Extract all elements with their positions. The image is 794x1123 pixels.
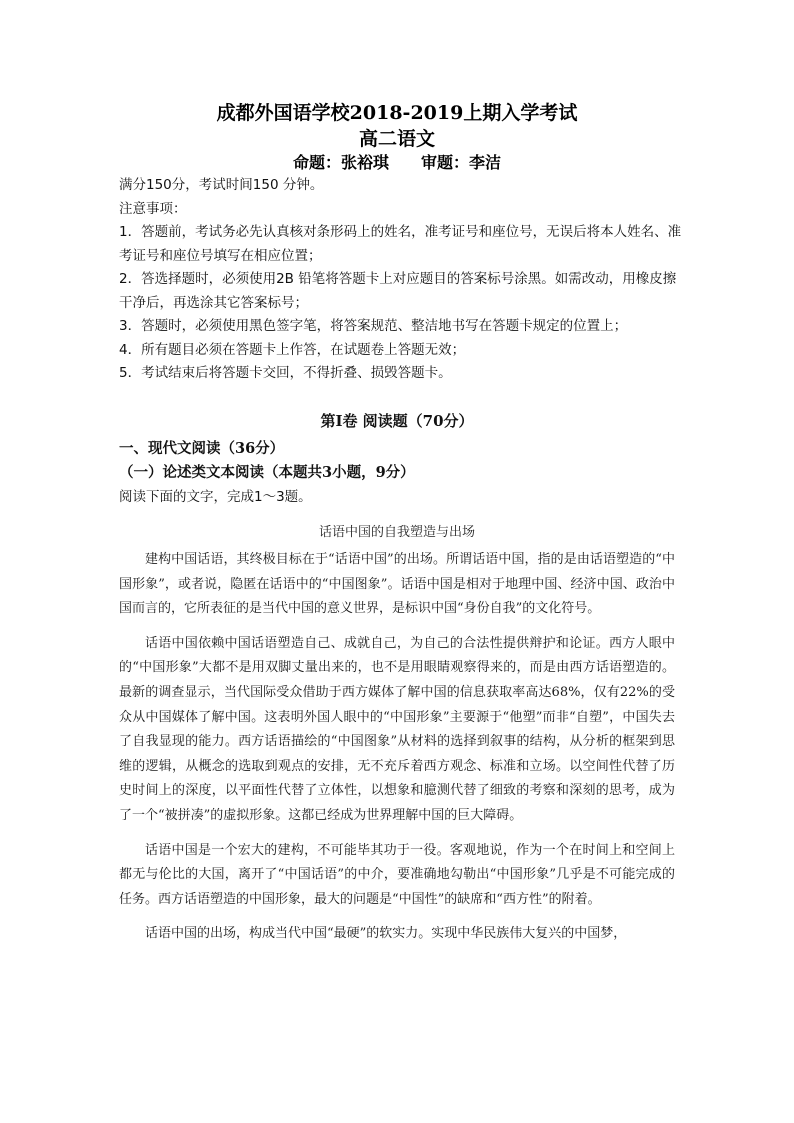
article-title: 话语中国的自我塑造与出场 [318,525,475,540]
note-item: 5．考试结束后将答题卡交回，不得折叠、损毁答题卡。 [119,365,452,381]
article-paragraph: 建构中国话语，其终极目标在于“话语中国”的出场。所谓话语中国，指的是由话语塑造的“中国形象”，或者说，隐匿在话语中的“中国图象”。话语中国是相对于地理中国、经济中国、政治中国而言的，它所表征的是当代中国的意义世界，是标识中国“身份自我”的文化符号。 [119,552,675,617]
part-heading: 一、现代文阅读（36分） [119,440,285,457]
score-time-line: 满分150分，考试时间150 分钟。 [119,177,324,193]
exam-credits [0,150,794,173]
instructions-block [119,174,689,386]
article-body [119,548,675,957]
exam-subject: 高二语文 [358,128,435,150]
section-title: 第Ⅰ卷 阅读题（70分） [320,412,474,430]
reading-instruction: 阅读下面的文字，完成1～3题。 [119,489,312,505]
notes-label: 注意事项： [119,200,187,217]
reviewer-credit: 审题：李洁 [421,153,502,172]
subpart-heading: （一）论述类文本阅读（本题共3小题，9分） [119,464,415,481]
note-item: 2．答选择题时，必须使用2B 铅笔将答题卡上对应题目的答案标号涂黑。如需改动，用橡皮擦干净后，再选涂其它答案标号； [119,271,677,311]
article-paragraph: 话语中国的出场，构成当代中国“最硬”的软实力。实现中华民族伟大复兴的中国梦， [145,926,627,942]
note-item: 1．答题前，考试务必先认真核对条形码上的姓名，准考证号和座位号，无误后将本人姓名、准考证号和座位号填写在相应位置； [119,224,682,264]
article-paragraph: 话语中国是一个宏大的建构，不可能毕其功于一役。客观地说，作为一个在时间上和空间上都无与伦比的大国，离开了“中国话语”的中介，要准确地勾勒出“中国形象”几乎是不可能完成的任务。西方话语塑造的中国形象，最大的问题是“中国性”的缺席和“西方性”的附着。 [119,842,675,907]
note-item: 4．所有题目必须在答题卡上作答，在试题卷上答题无效； [119,341,466,358]
exam-title: 成都外国语学校2018-2019上期入学考试 [216,102,578,124]
note-item: 3．答题时，必须使用黑色签字笔，将答案规范、整洁地书写在答题卡规定的位置上； [119,318,628,334]
author-credit: 命题：张裕琪 [292,153,389,172]
article-paragraph: 话语中国依赖中国话语塑造自己、成就自己，为自己的合法性提供辩护和论证。西方人眼中的“中国形象”大都不是用双脚丈量出来的，也不是用眼睛观察得来的，而是由西方话语塑造的。最新的调查显示，当代国际受众借助于西方媒体了解中国的信息获取率高达68%，仅有22%的受众从中国媒体了解中国。这表明外国人眼中的“中国形象”主要源于“他塑”而非“自塑”，中国失去了自我显现的能力。西方话语描绘的“中国图象”从材料的选择到叙事的结构，从分析的框架到思维的逻辑，从概念的选取到观点的安排，无不充斥着西方观念、标准和立场。以空间性代替了历史时间上的深度，以平面性代替了立体性，以想象和臆测代替了细致的考察和深刻的思考，成为了一个“被拼凑”的虚拟形象。这都已经成为世界理解中国的巨大障碍。 [119,635,675,823]
